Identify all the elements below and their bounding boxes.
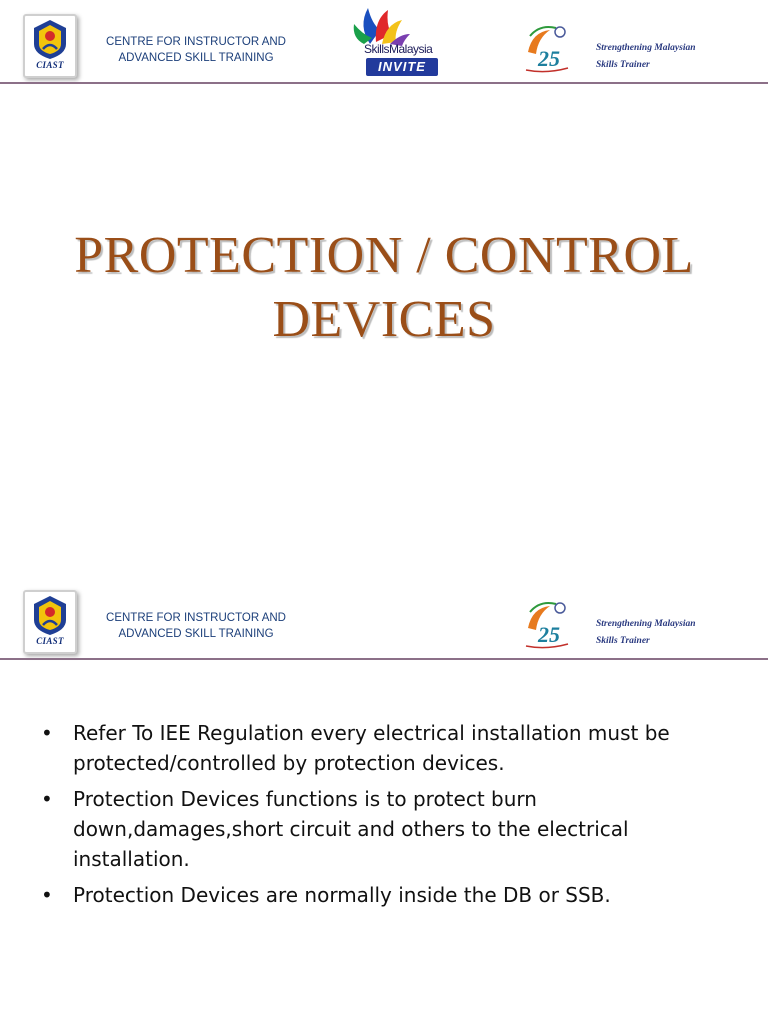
ciast-emblem-icon <box>25 592 75 638</box>
bullet-dot-icon: • <box>41 721 53 745</box>
invite-badge: INVITE <box>366 58 438 76</box>
anniversary-25-logo <box>522 22 572 74</box>
tagline-line-2: Skills Trainer <box>596 636 650 646</box>
anniversary-25-icon <box>522 22 572 74</box>
bullet-text: Protection Devices functions is to protect burn down,damages,short circuit and others to the electrical installation. <box>73 787 629 871</box>
ciast-logo <box>23 590 77 654</box>
org-name <box>100 34 292 66</box>
slide-header <box>0 576 768 660</box>
slide-title-line-2: DEVICES <box>272 291 496 348</box>
slide-title-line-1: PROTECTION / CONTROL <box>74 227 694 284</box>
org-name <box>100 610 292 642</box>
ciast-logo <box>23 14 77 78</box>
bullet-item <box>40 784 730 874</box>
skills-flame-icon <box>350 4 442 46</box>
bullet-text: Refer To IEE Regulation every electrical installation must be protected/controlled by protection devices. <box>73 721 670 775</box>
ciast-logo-text: CIAST <box>36 60 64 70</box>
bullet-dot-icon: • <box>41 787 53 811</box>
slide-title <box>20 224 748 352</box>
bullet-dot-icon: • <box>41 883 53 907</box>
org-name-line-1: CENTRE FOR INSTRUCTOR AND <box>106 36 286 48</box>
bullet-item <box>40 718 730 778</box>
ciast-logo-text: CIAST <box>36 636 64 646</box>
bullet-item <box>40 880 730 910</box>
content-slide <box>0 576 768 1024</box>
header-divider <box>0 658 768 660</box>
org-name-line-1: CENTRE FOR INSTRUCTOR AND <box>106 612 286 624</box>
skills-logo-text: SkillsMalaysia <box>364 42 433 56</box>
tagline <box>596 40 746 74</box>
tagline-line-2: Skills Trainer <box>596 60 650 70</box>
org-name-line-2: ADVANCED SKILL TRAINING <box>118 628 274 640</box>
ciast-emblem-icon <box>25 16 75 62</box>
svg-text:25: 25 <box>538 46 560 71</box>
tagline-line-1: Strengthening Malaysian <box>596 43 696 53</box>
skillsmalaysia-invite-logo <box>350 4 442 76</box>
anniversary-25-icon <box>522 598 572 650</box>
tagline <box>596 616 746 650</box>
tagline-line-1: Strengthening Malaysian <box>596 619 696 629</box>
svg-text:25: 25 <box>538 622 560 647</box>
bullet-list <box>40 718 730 916</box>
bullet-text: Protection Devices are normally inside the DB or SSB. <box>73 883 611 907</box>
org-name-line-2: ADVANCED SKILL TRAINING <box>118 52 274 64</box>
header-divider <box>0 82 768 84</box>
slide-header <box>0 0 768 84</box>
anniversary-25-logo <box>522 598 572 650</box>
